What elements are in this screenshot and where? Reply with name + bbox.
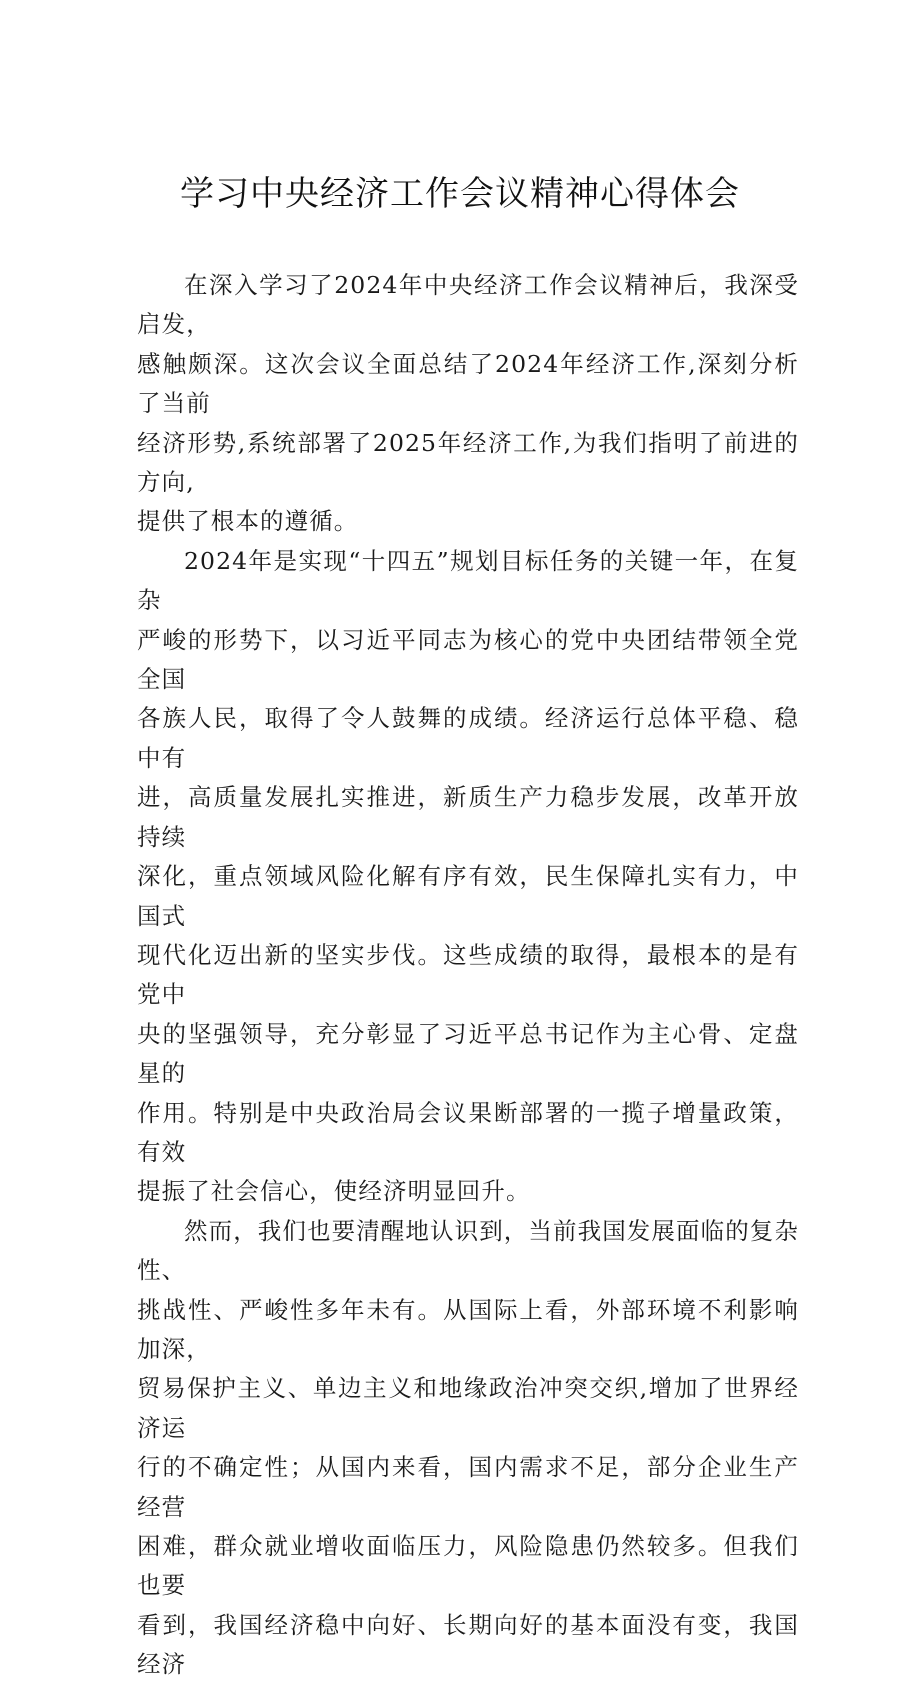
paragraph-2: 2024年是实现“十四五”规划目标任务的关键一年，在复杂 严峻的形势下，以习近平同志为核心的党中央团结带领全党全国 各族人民，取得了令人鼓舞的成绩。经济运行总体平稳、稳中有 进，高质量发展扎实推进，新质生产力稳步发展，改革开放持续 深化，重点领域风险化解有序有效，民生保障扎实有力，中国式 现代化迈出新的坚实步伐。这些成绩的取得，最根本的是有党中 央的坚强领导，充分彰显了习近平总书记作为主心骨、定盘星的 作用。特别是中央政治局会议果断部署的一揽子增量政策，有效 提振了社会信心，使经济明显回升。 (137, 546, 799, 1206)
paragraph-3: 然而，我们也要清醒地认识到，当前我国发展面临的复杂性、 挑战性、严峻性多年未有。从国际上看，外部环境不利影响加深， 贸易保护主义、单边主义和地缘政治冲突交织,增加了世界经济运 行的不确定性；从国内来看，国内需求不足，部分企业生产经营 困难，群众就业增收面临压力，风险隐患仍然较多。但我们也要 看到，我国经济稳中向好、长期向好的基本面没有变，我国经济 (137, 1216, 799, 1679)
paragraph-1: 在深入学习了2024年中央经济工作会议精神后，我深受启发， 感触颇深。这次会议全面总结了2024年经济工作,深刻分析了当前 经济形势,系统部署了2025年经济工作,为我们指明了前进的方向, 提供了根本的遵循。 (137, 271, 799, 536)
document-body (137, 266, 799, 1685)
document-title: 学习中央经济工作会议精神心得体会 (180, 174, 740, 214)
